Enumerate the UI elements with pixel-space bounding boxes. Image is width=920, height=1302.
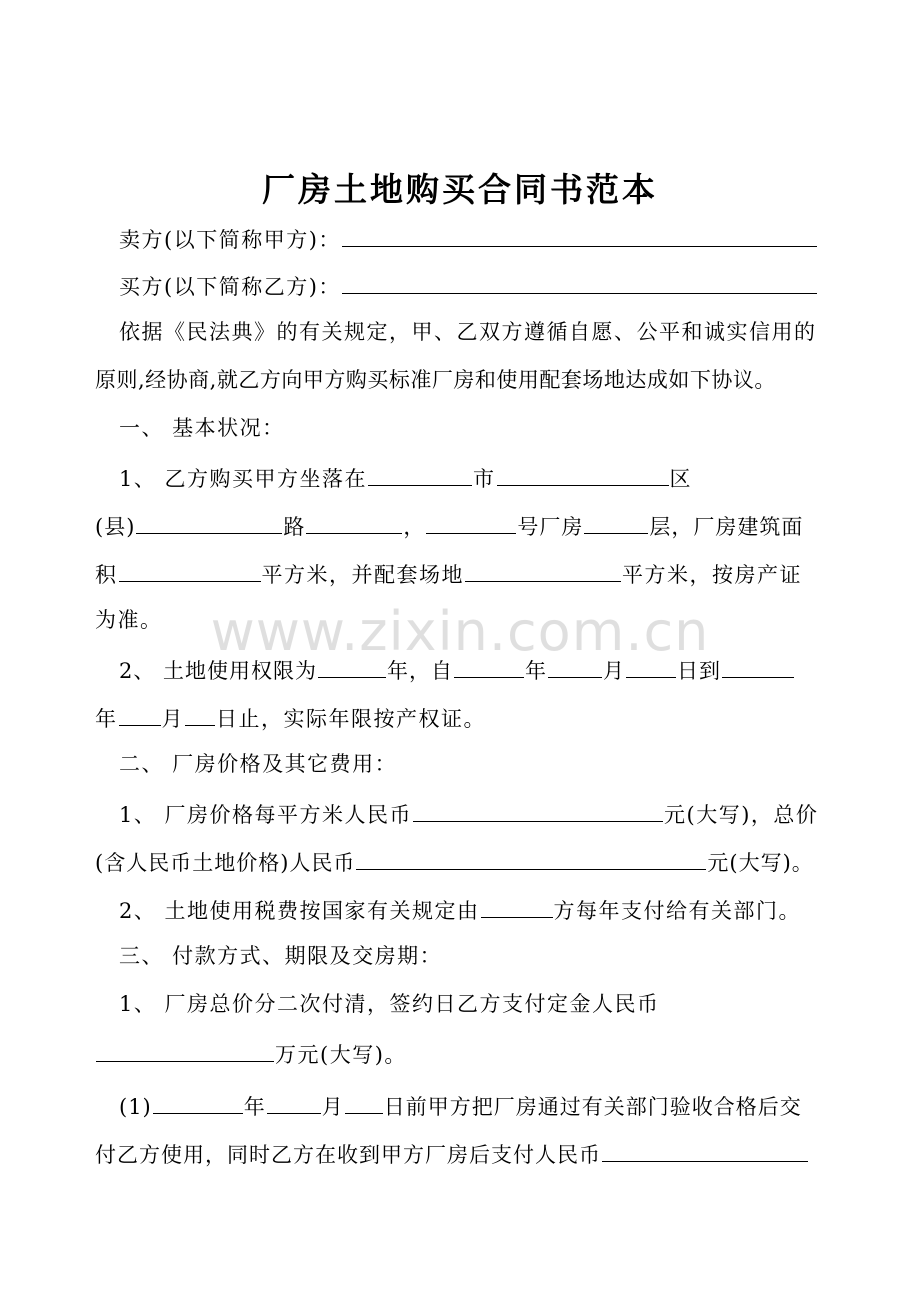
p1-month-blank[interactable]: [267, 1091, 321, 1114]
seller-blank[interactable]: [342, 224, 817, 247]
site-label: 平方米，并配套场地: [261, 563, 464, 587]
start-month-label: 月: [603, 659, 626, 683]
end-month-blank[interactable]: [119, 703, 161, 726]
seller-label: 卖方(以下简称甲方)：: [119, 228, 341, 252]
deposit-blank[interactable]: [96, 1039, 274, 1062]
from-label: 年，自: [387, 659, 454, 683]
s1-item2-line1: [119, 655, 795, 684]
p1-year-blank[interactable]: [153, 1091, 243, 1114]
section-2-heading: 二、 厂房价格及其它费用：: [119, 752, 398, 776]
county-blank[interactable]: [136, 511, 282, 534]
tax-label: 2、 土地使用税费按国家有关规定由: [119, 899, 480, 923]
floor-label: 层，厂房建筑面: [649, 515, 804, 539]
start-month-blank[interactable]: [548, 655, 602, 678]
end-text: 日止，实际年限按产权证。: [216, 707, 486, 731]
term-label: 2、 土地使用权限为: [119, 659, 318, 683]
end-year-label: 年: [95, 707, 118, 731]
unit-price-label: 1、 厂房价格每平方米人民币: [119, 803, 413, 827]
p1-payment-label: 付乙方使用，同时乙方在收到甲方厂房后支付人民币: [95, 1143, 601, 1167]
start-year-blank[interactable]: [454, 655, 524, 678]
s1-item1-line1: [119, 463, 692, 492]
building-label: 号厂房: [517, 515, 584, 539]
s3-item1-line2: [95, 1039, 407, 1068]
p1-text: 日前甲方把厂房通过有关部门验收合格后交: [383, 1095, 802, 1119]
section-3-heading: 三、 付款方式、期限及交房期：: [119, 944, 443, 968]
county-label: (县): [95, 515, 136, 539]
end-month-label: 月: [161, 707, 184, 731]
area-label: 积: [95, 563, 118, 587]
road-label: 路: [283, 515, 306, 539]
to-label: 日到: [677, 659, 722, 683]
p1-number: (1): [119, 1095, 152, 1119]
unit-price-blank[interactable]: [413, 799, 663, 822]
s2-item2: [119, 895, 801, 924]
city-blank[interactable]: [368, 463, 472, 486]
total-price-blank[interactable]: [356, 847, 706, 870]
s1-item1-text: 1、 乙方购买甲方坐落在: [119, 467, 368, 491]
p1-month-label: 月: [321, 1095, 344, 1119]
s1-item1-line3: [95, 559, 802, 588]
floor-blank[interactable]: [584, 511, 648, 534]
buyer-blank[interactable]: [342, 271, 817, 294]
tax-text: 方每年支付给有关部门。: [553, 899, 802, 923]
district-blank[interactable]: [497, 463, 669, 486]
deposit-unit: 万元(大写)。: [275, 1043, 407, 1067]
building-area-blank[interactable]: [119, 559, 261, 582]
buyer-label: 买方(以下简称乙方)：: [119, 275, 341, 299]
s3-p1-line1: [119, 1091, 802, 1120]
p1-year-label: 年: [243, 1095, 266, 1119]
end-year-blank[interactable]: [722, 655, 794, 678]
term-years-blank[interactable]: [318, 655, 386, 678]
site-area-blank[interactable]: [465, 559, 621, 582]
district-label: 区: [669, 467, 693, 491]
buyer-line: [119, 271, 818, 300]
document-title: 厂房土地购买合同书范本: [262, 170, 658, 209]
start-day-blank[interactable]: [626, 655, 676, 678]
watermark: www.zixin.com.cn: [210, 600, 710, 663]
s2-item1-line2: [95, 847, 814, 876]
total-price-unit: 元(大写)。: [707, 851, 814, 875]
seller-line: [119, 224, 818, 253]
s1-item1-line2: [95, 511, 803, 540]
s1-item2-line2: [95, 703, 486, 732]
cert-label: 平方米，按房产证: [622, 563, 802, 587]
building-number-blank[interactable]: [426, 511, 516, 534]
road-blank[interactable]: [306, 511, 402, 534]
section-1-heading: 一、 基本状况：: [119, 416, 285, 440]
total-price-label: (含人民币土地价格)人民币: [95, 851, 356, 875]
city-label: 市: [473, 467, 496, 491]
p1-day-blank[interactable]: [345, 1091, 383, 1114]
s3-item1-line1: 1、 厂房总价分二次付清，签约日乙方支付定金人民币: [119, 992, 660, 1016]
s1-item1-line4: 为准。: [95, 608, 163, 632]
total-label: 元(大写)，总价: [664, 803, 819, 827]
s2-item1-line1: [119, 799, 818, 828]
end-day-blank[interactable]: [185, 703, 215, 726]
tax-party-blank[interactable]: [481, 895, 553, 918]
p1-payment-blank[interactable]: [602, 1139, 808, 1162]
intro-line-2: 原则,经协商,就乙方向甲方购买标准厂房和使用配套场地达成如下协议。: [95, 368, 776, 392]
intro-line-1: 依据《民法典》的有关规定，甲、乙双方遵循自愿、公平和诚实信用的: [119, 320, 817, 344]
start-year-label: 年: [525, 659, 548, 683]
s3-p1-line2: [95, 1139, 809, 1168]
comma: ，: [403, 515, 426, 539]
